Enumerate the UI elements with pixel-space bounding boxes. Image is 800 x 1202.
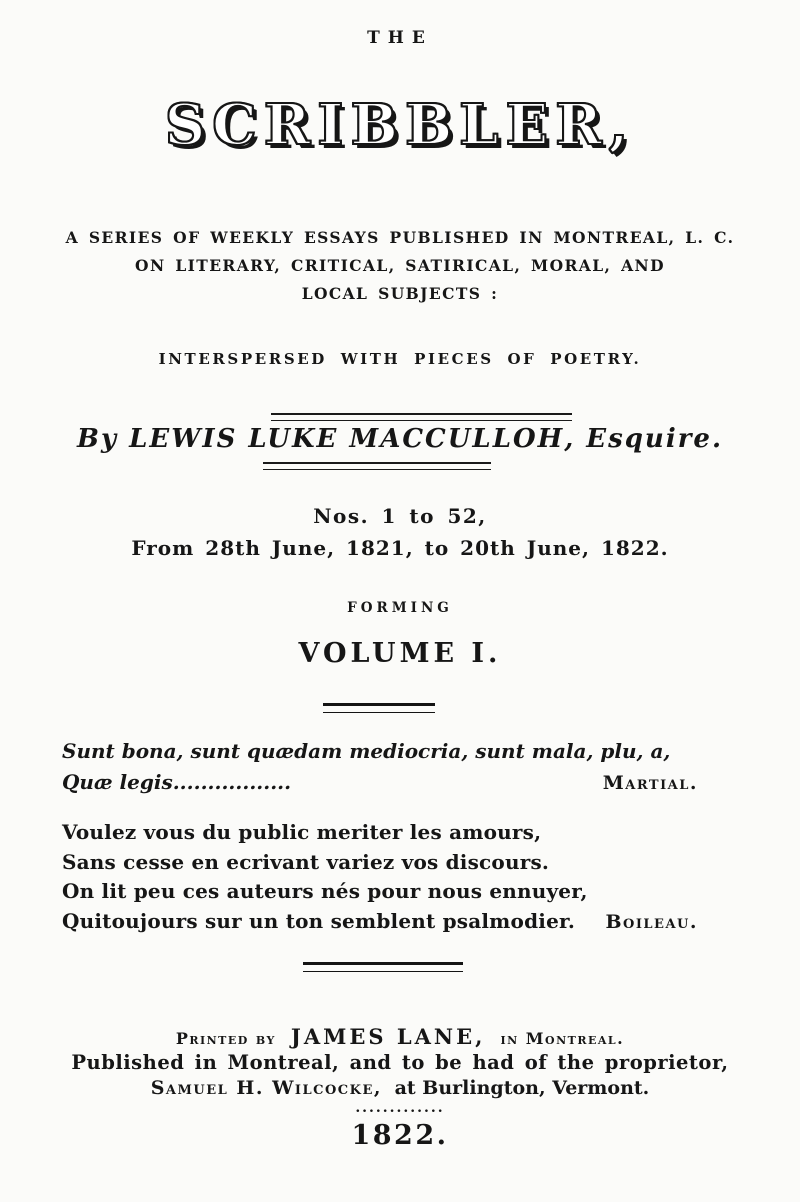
rule-above-imprint <box>303 962 463 972</box>
series-description <box>0 224 800 308</box>
imprint-printed-by: Printed by <box>175 1029 276 1048</box>
latin-epigraph <box>62 736 698 799</box>
french-epigraph-line3: On lit peu ces auteurs nés pour nous ennuyer, <box>62 879 588 903</box>
series-description-line1: A SERIES OF WEEKLY ESSAYS PUBLISHED IN MONTREAL, L. C. <box>65 228 735 247</box>
imprint-proprietor-line <box>0 1077 800 1099</box>
forming-label: FORMING <box>347 600 453 616</box>
series-description-line2: ON LITERARY, CRITICAL, SATIRICAL, MORAL, AND <box>135 256 665 275</box>
latin-epigraph-line2: Quæ legis................. <box>62 770 292 794</box>
publication-year: 1822. <box>351 1120 449 1151</box>
interspersed-note: INTERSPERSED WITH PIECES OF POETRY. <box>158 350 642 368</box>
french-epigraph-attribution: Boileau. <box>605 910 698 933</box>
author-byline: By LEWIS LUKE MACCULLOH, Esquire. <box>76 424 724 454</box>
dots-separator: ............. <box>355 1100 445 1116</box>
rule-below-volume <box>323 703 435 713</box>
french-epigraph-line2: Sans cesse en ecrivant variez vos discours. <box>62 849 550 874</box>
pretitle: THE <box>367 28 433 48</box>
imprint-printed-in: in Montreal. <box>500 1029 625 1048</box>
rule-below-byline <box>263 462 491 470</box>
french-epigraph-line4-row <box>62 907 698 938</box>
latin-epigraph-line1: Sunt bona, sunt quædam mediocria, sunt mala, plu, a, <box>62 739 671 763</box>
issue-dates: From 28th June, 1821, to 20th June, 1822. <box>131 536 669 560</box>
imprint-printer-name: JAMES LANE, <box>290 1024 486 1049</box>
imprint-proprietor-location: at Burlington, Vermont. <box>394 1077 650 1099</box>
french-epigraph-line4: Quitoujours sur un ton semblent psalmodier. <box>62 908 576 933</box>
french-epigraph <box>62 818 698 937</box>
rule-above-byline <box>271 413 572 421</box>
series-description-line3: LOCAL SUBJECTS : <box>301 284 499 303</box>
french-epigraph-line1: Voulez vous du public meriter les amours, <box>62 820 542 844</box>
issue-numbers: Nos. 1 to 52, <box>313 504 487 528</box>
latin-epigraph-attribution: Martial. <box>602 772 698 794</box>
imprint-published-line: Published in Montreal, and to be had of the proprietor, <box>71 1051 729 1074</box>
page-title: SCRIBBLER, <box>164 92 636 158</box>
latin-epigraph-line2-row <box>62 767 698 799</box>
imprint-printer-line <box>0 1024 800 1049</box>
imprint-proprietor-name: Samuel H. Wilcocke, <box>150 1077 382 1099</box>
volume-title: VOLUME I. <box>298 638 502 669</box>
